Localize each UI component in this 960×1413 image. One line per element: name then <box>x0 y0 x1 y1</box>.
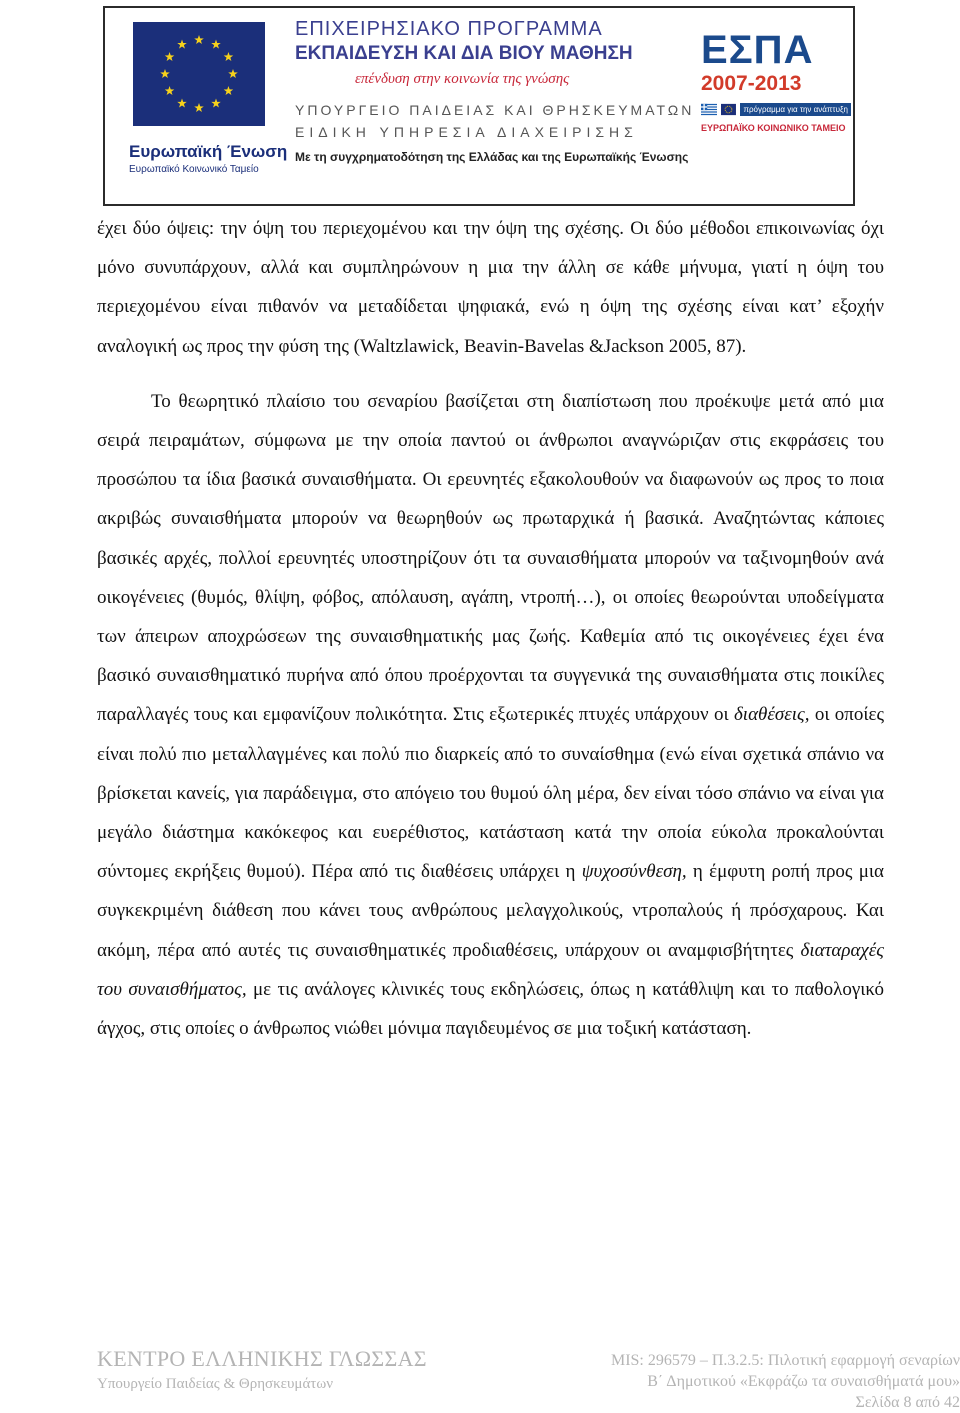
eu-logo-block <box>129 22 288 175</box>
co-funding-note: Με τη συγχρηματοδότηση της Ελλάδας και της Ευρωπαϊκής Ένωσης <box>295 150 689 164</box>
espa-years: 2007-2013 <box>701 72 802 95</box>
footer-mis: MIS: 296579 – Π.3.2.5: Πιλοτική εφαρμογή σεναρίων <box>610 1352 960 1369</box>
paragraph-2-part-a: Το θεωρητικό πλαίσιο του σεναρίου βασίζεται στη διαπίστωση που προέκυψε μετά από μια σειρά πειραμάτων, σύμφωνα με την οποία παντού οι άνθρωποι αναγνώριζαν στις εκφράσεις του προσώπου τα ίδια βασικά συναισθήματα. Οι ερευνητές εξακολουθούν να διαφωνούν ως προς το ποια ακριβώς συναισθήματα μπορούν να θεωρηθούν ως πρωταρχικά ή βασικά. Αναζητώντας κάποιες βασικές αρχές, πολλοί ερευνητές υποστηρίζουν ότι τα συναισθήματα μπορούν να ταξινομηθούν ανά οικογένειες (θυμός, θλίψη, φόβος, απόλαυση, αγάπη, ντροπή…), οι οποίες θεωρούνται υποδείγματα των άπειρων αποχρώσεων της συναισθηματικής μας ζωής. Καθεμία από τις οικογένειες έχει ένα βασικό συναισθηματικό πυρήνα από όπου προέρχονται τα συγγενικά της συναισθήματα στις ποικίλες παραλλαγές τους και εμφανίζουν πολικότητα. Στις εξωτερικές πτυχές υπάρχουν οι <box>97 390 884 726</box>
emphasis-moods: διαθέσεις, <box>733 704 810 726</box>
espa-flags <box>701 102 851 117</box>
eu-flag-icon <box>133 22 265 126</box>
greek-flag-icon <box>701 102 717 117</box>
paragraph-1: έχει δύο όψεις: την όψη του περιεχομένου και την όψη της σχέσης. Οι δύο μέθοδοι επικοινωνίας όχι μόνο συνυπάρχουν, αλλά και συμπληρώνουν η μια την άλλη σε κάθε μήνυμα, γιατί η όψη του περιεχομένου είναι πιθανόν να μεταδίδεται ψηφιακά, ενώ η όψη της σχέσης είναι κατ’ εξοχήν αναλογική ως προς την φύση της (Waltzlawick, Beavin-Bavelas &Jackson 2005, 87). <box>97 218 884 357</box>
op-title-line2: ΕΚΠΑΙΔΕΥΣΗ ΚΑΙ ΔΙΑ ΒΙΟΥ ΜΑΘΗΣΗ <box>295 43 633 64</box>
espa-program-label: πρόγραμμα για την ανάπτυξη <box>740 103 851 116</box>
footer-right <box>611 1350 960 1413</box>
paragraph-2-part-c: η έμφυτη ροπή προς μια συγκεκριμένη διάθεση που κάνει τους ανθρώπους μελαγχολικούς, ντροπαλούς ή πρόσχαρους. Και ακόμη, πέρα από αυτές τις συναισθηματικές προδιαθέσεις, υπάρχουν οι αναμφισβήτητες <box>97 861 884 961</box>
eu-name: Ευρωπαϊκή Ένωση <box>129 142 288 161</box>
espa-logo: ΕΣΠΑ <box>701 28 814 72</box>
operational-program-block <box>295 18 715 164</box>
header-banner <box>103 6 855 206</box>
espa-logo-block <box>701 30 851 133</box>
paragraph-2 <box>97 382 884 1048</box>
eu-fund-name: Ευρωπαϊκό Κοινωνικό Ταμείο <box>129 164 259 175</box>
ministry-name: ΥΠΟΥΡΓΕΙΟ ΠΑΙΔΕΙΑΣ ΚΑΙ ΘΡΗΣΚΕΥΜΑΤΩΝ <box>295 102 695 118</box>
managing-service: ΕΙΔΙΚΗ ΥΠΗΡΕΣΙΑ ΔΙΑΧΕΙΡΙΣΗΣ <box>295 124 638 140</box>
footer-ministry: Υπουργείο Παιδείας & Θρησκευμάτων <box>97 1376 333 1392</box>
emphasis-temperament: ψυχοσύνθεση, <box>581 861 687 883</box>
op-slogan: επένδυση στην κοινωνία της γνώσης <box>355 71 570 87</box>
footer-page-number: Σελίδα 8 από 42 <box>855 1394 960 1411</box>
footer-left <box>97 1346 427 1393</box>
espa-fund-label: ΕΥΡΩΠΑΪΚΟ ΚΟΙΝΩΝΙΚΟ ΤΑΜΕΙΟ <box>701 123 846 133</box>
eu-small-flag-icon <box>721 102 736 117</box>
paragraph-2-part-b: οι οποίες είναι πολύ πιο μεταλλαγμένες και πολύ πιο διαρκείς από το συναίσθημα (ενώ είναι σχετικά σπάνιο να βρίσκεται κανείς, για παράδειγμα, στο απόγειο του θυμού όλη μέρα, δεν είναι τόσο σπάνιο να είναι για μεγάλο διάστημα κακόκεφος και ευερέθιστος, κατάσταση κατά την οποία εύκολα προκαλούνται σύντομες εκρήξεις θυμού). Πέρα από τις διαθέσεις υπάρχει η <box>97 704 884 883</box>
op-title-line1: ΕΠΙΧΕΙΡΗΣΙΑΚΟ ΠΡΟΓΡΑΜΜΑ <box>295 18 603 40</box>
emphasis-emotional-disorders: διαταραχές του συναισθήματος, <box>97 939 884 1000</box>
footer-center-name: ΚΕΝΤΡΟ ΕΛΛΗΝΙΚΗΣ ΓΛΩΣΣΑΣ <box>97 1346 427 1371</box>
document-body <box>97 209 884 1048</box>
paragraph-2-part-d: με τις ανάλογες κλινικές τους εκδηλώσεις, όπως η κατάθλιψη και το παθολογικό άγχος, στις οποίες ο άνθρωπος νιώθει μόνιμα παγιδευμένος σε μια τοξική κατάσταση. <box>97 978 884 1040</box>
footer-scenario: Β΄ Δημοτικού «Εκφράζω τα συναισθήματά μου» <box>647 1373 960 1390</box>
